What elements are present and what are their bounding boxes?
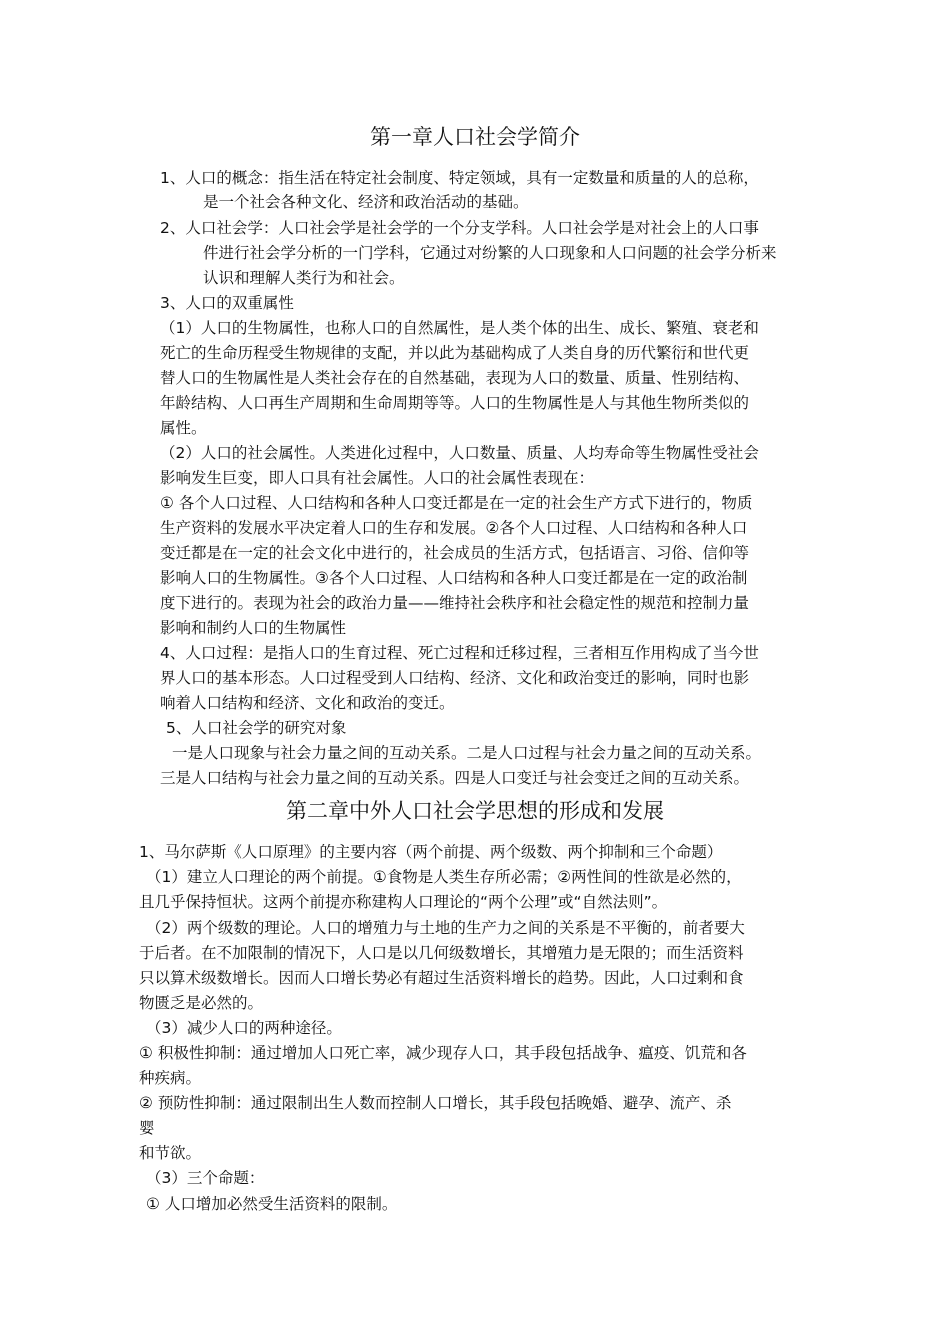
paragraph-line: ① 各个人口过程、人口结构和各种人口变迁都是在一定的社会生产方式下进行的，物质 [160,494,753,512]
chapter-2-title: 第二章中外人口社会学思想的形成和发展 [286,799,664,823]
paragraph-line: 认识和理解人类行为和社会。 [203,269,405,287]
paragraph-line: （2）人口的社会属性。人类进化过程中，人口数量、质量、人均寿命等生物属性受社会 [160,444,759,462]
paragraph-line: 和节欲。 [139,1144,202,1162]
paragraph-line: 界人口的基本形态。人口过程受到人口结构、经济、文化和政治变迁的影响，同时也影 [160,669,750,687]
paragraph-line: 生产资料的发展水平决定着人口的生存和发展。②各个人口过程、人口结构和各种人口 [160,519,748,537]
paragraph-line: 2、人口社会学：人口社会学是社会学的一个分支学科。人口社会学是对社会上的人口事 [160,219,759,237]
paragraph-line: 度下进行的。表现为社会的政治力量——维持社会秩序和社会稳定性的规范和控制力量 [160,594,750,612]
paragraph-line: 变迁都是在一定的社会文化中进行的，社会成员的生活方式，包括语言、习俗、信仰等 [160,544,750,562]
paragraph-line: 1、人口的概念：指生活在特定社会制度、特定领域，具有一定数量和质量的人的总称， [160,169,759,187]
paragraph-line: 影响发生巨变，即人口具有社会属性。人口的社会属性表现在： [160,469,595,487]
paragraph-line: 年龄结构、人口再生产周期和生命周期等等。人口的生物属性是人与其他生物所类似的 [160,394,750,412]
paragraph-line: 物匮乏是必然的。 [139,994,264,1012]
paragraph-line: （1）人口的生物属性，也称人口的自然属性，是人类个体的出生、成长、繁殖、衰老和 [160,319,759,337]
paragraph-line: （3）三个命题： [146,1169,265,1187]
paragraph-line: 三是人口结构与社会力量之间的互动关系。四是人口变迁与社会变迁之间的互动关系。 [160,769,750,787]
paragraph-line: 死亡的生命历程受生物规律的支配，并以此为基础构成了人类自身的历代繁衍和世代更 [160,344,750,362]
paragraph-line: ① 积极性抑制：通过增加人口死亡率，减少现存人口，其手段包括战争、瘟疫、饥荒和各 [139,1044,747,1062]
paragraph-line: 一是人口现象与社会力量之间的互动关系。二是人口过程与社会力量之间的互动关系。 [172,744,762,762]
paragraph-line: 且几乎保持恒状。这两个前提亦称建构人口理论的“两个公理”或“自然法则”。 [139,893,668,911]
paragraph-line: 影响人口的生物属性。③各个人口过程、人口结构和各种人口变迁都是在一定的政治制 [160,569,748,587]
paragraph-line: 响着人口结构和经济、文化和政治的变迁。 [160,694,455,712]
paragraph-line: ② 预防性抑制：通过限制出生人数而控制人口增长，其手段包括晚婚、避孕、流产、杀 [139,1094,732,1112]
paragraph-line: 只以算术级数增长。因而人口增长势必有超过生活资料增长的趋势。因此，人口过剩和食 [139,969,744,987]
paragraph-line: 5、人口社会学的研究对象 [166,719,347,737]
paragraph-line: 于后者。在不加限制的情况下，人口是以几何级数增长，其增殖力是无限的；而生活资料 [139,944,744,962]
paragraph-line: 件进行社会学分析的一门学科，它通过对纷繁的人口现象和人口问题的社会学分析来 [203,244,777,262]
chapter-1-title: 第一章人口社会学简介 [370,125,580,149]
paragraph-line: 属性。 [160,419,207,437]
paragraph-line: 婴 [139,1119,155,1137]
paragraph-line: （1）建立人口理论的两个前提。①食物是人类生存所必需；②两性间的性欲是必然的， [146,868,742,886]
paragraph-line: （2）两个级数的理论。人口的增殖力与土地的生产力之间的关系是不平衡的，前者要大 [146,919,745,937]
paragraph-line: 种疾病。 [139,1069,202,1087]
paragraph-line: （3）减少人口的两种途径。 [146,1019,342,1037]
paragraph-line: 4、人口过程：是指人口的生育过程、死亡过程和迁移过程，三者相互作用构成了当今世 [160,644,759,662]
paragraph-line: 1、马尔萨斯《人口原理》的主要内容（两个前提、两个级数、两个抑制和三个命题） [139,843,723,861]
paragraph-line: 3、人口的双重属性 [160,294,294,312]
paragraph-line: 影响和制约人口的生物属性 [160,619,347,637]
paragraph-line: 是一个社会各种文化、经济和政治活动的基础。 [203,193,529,211]
paragraph-line: 替人口的生物属性是人类社会存在的自然基础，表现为人口的数量、质量、性别结构、 [160,369,750,387]
paragraph-line: ① 人口增加必然受生活资料的限制。 [146,1195,398,1213]
